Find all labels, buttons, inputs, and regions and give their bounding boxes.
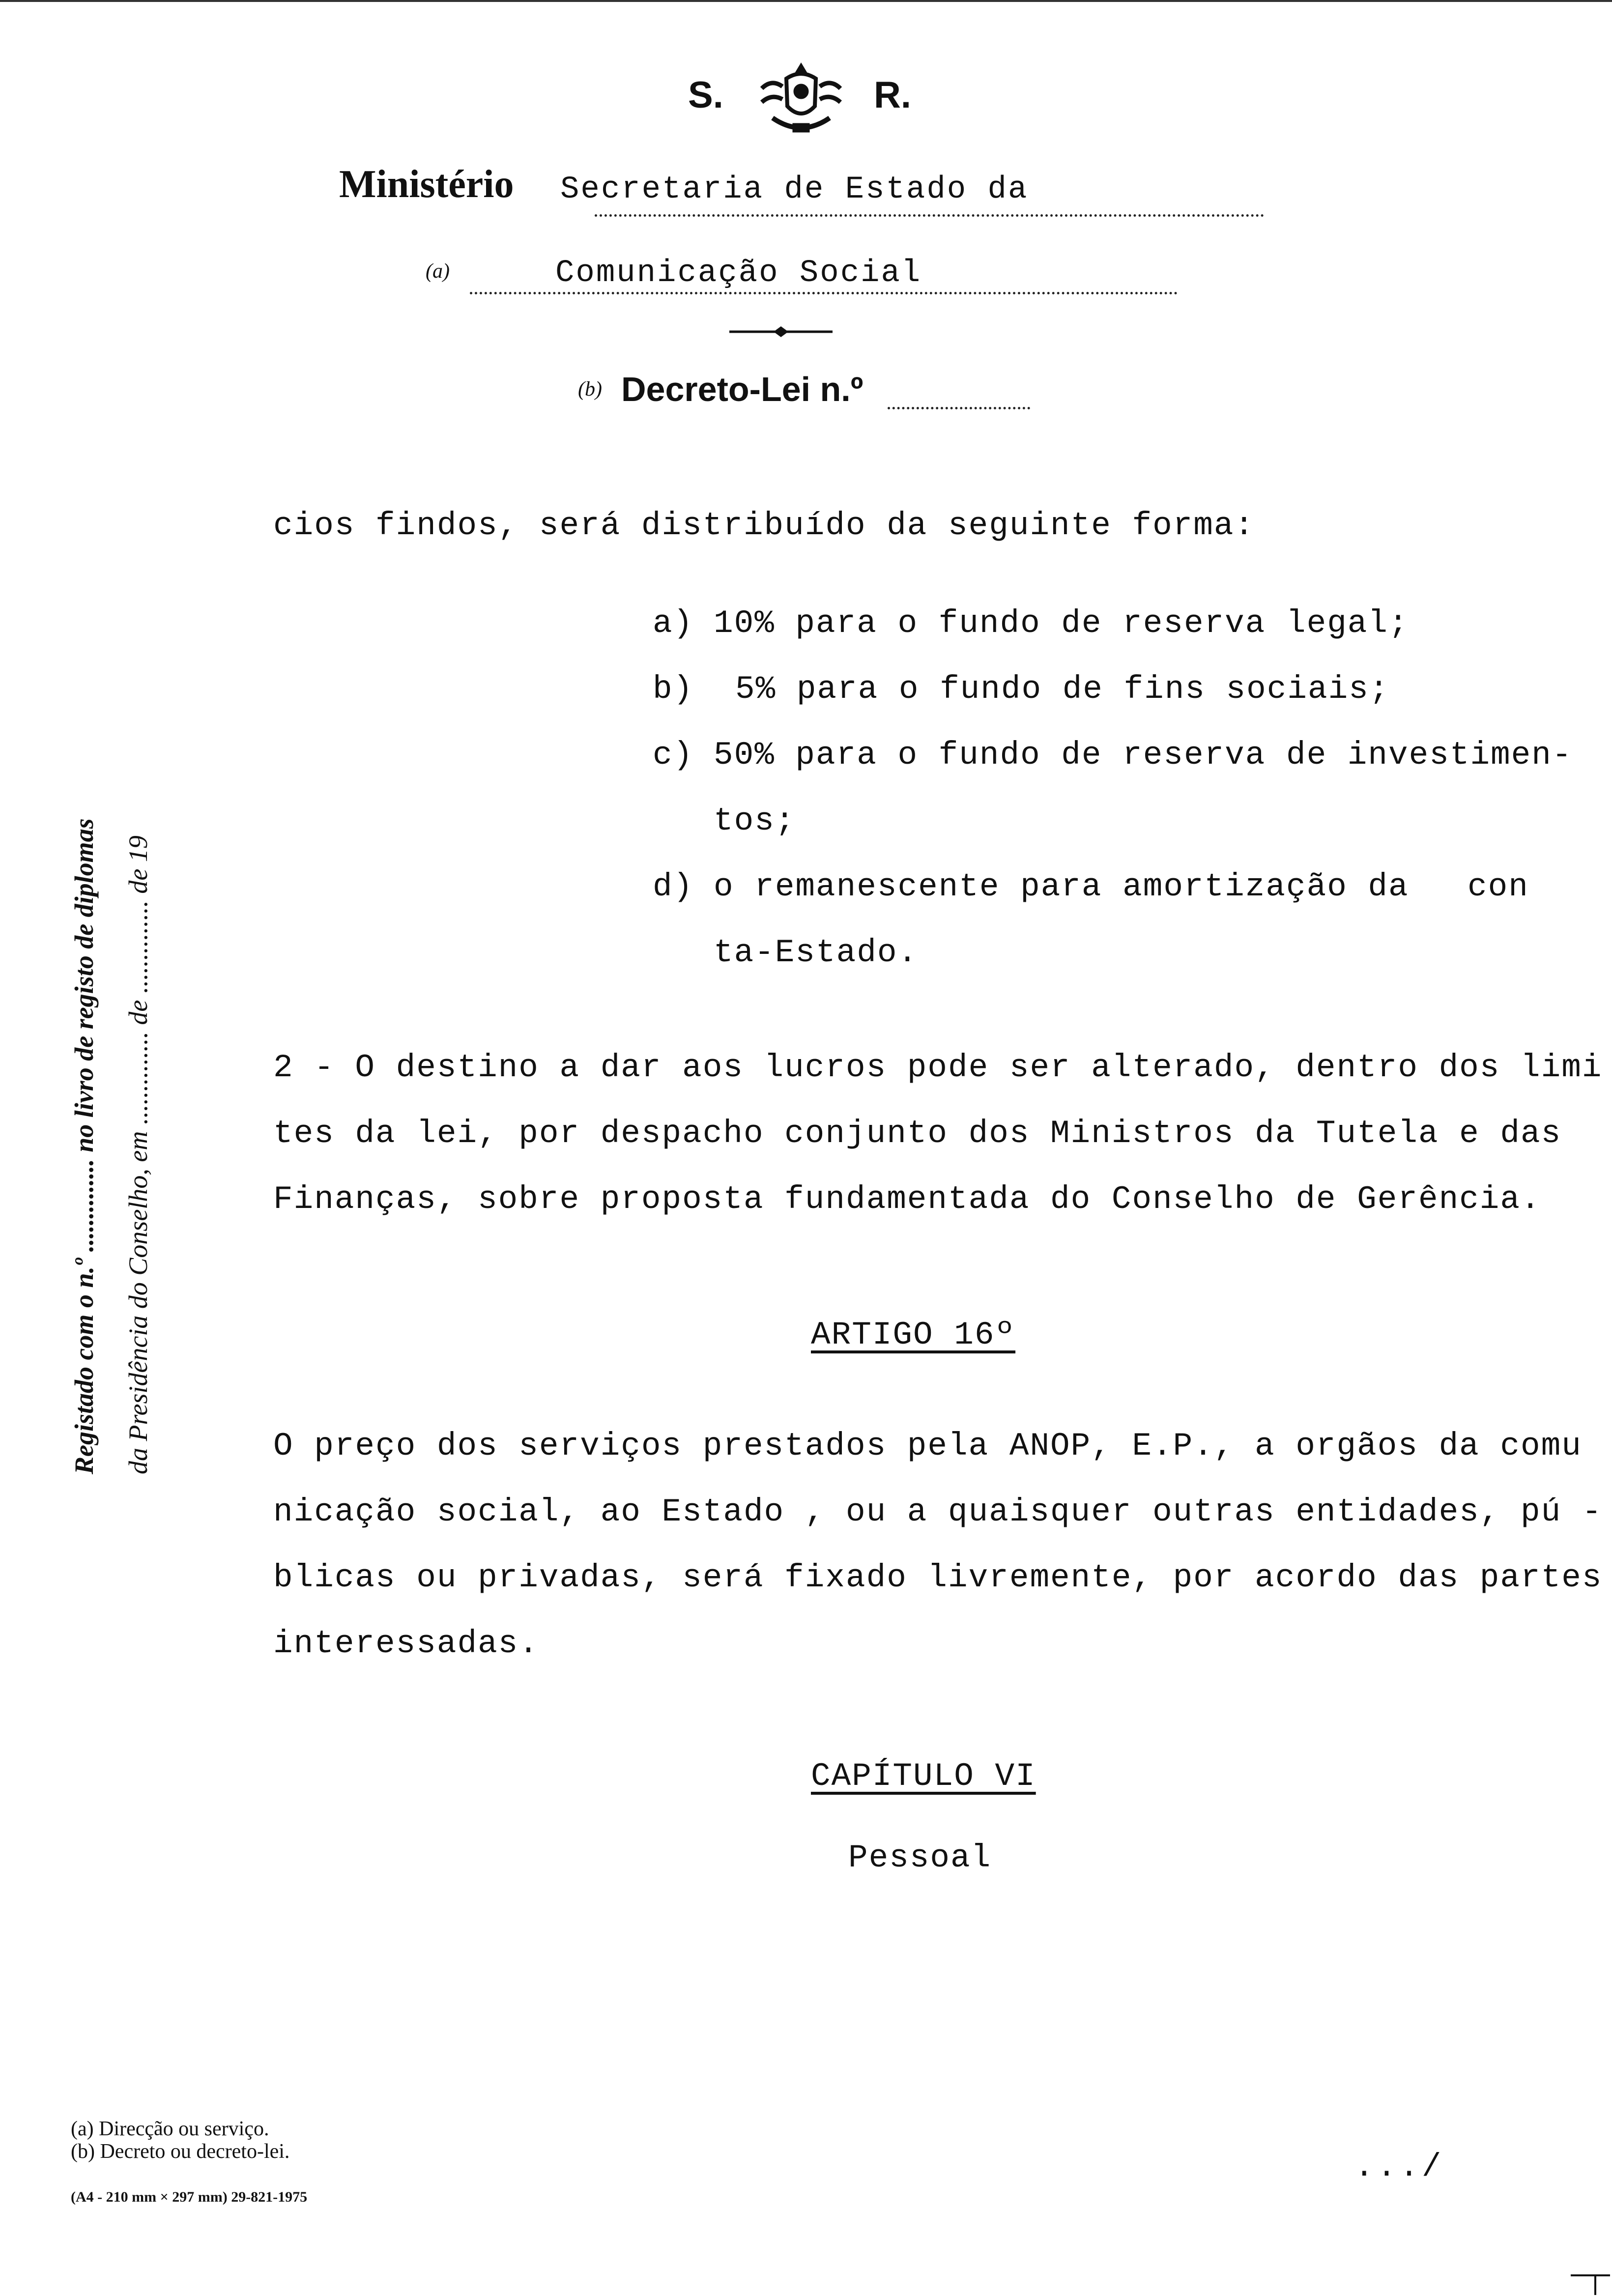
list-item-text: 5% para o fundo de fins sociais; bbox=[735, 671, 1390, 708]
registration-margin-block bbox=[69, 580, 167, 1474]
footnote-marker-b: (b) bbox=[578, 378, 602, 401]
paragraph-line: O preço dos serviços prestados pela ANOP, E.P., a orgãos da comu bbox=[273, 1428, 1582, 1464]
sr-left-label: S. bbox=[688, 74, 723, 116]
footnote-marker-a: (a) bbox=[426, 260, 450, 283]
registration-date-line: da Presidência do Conselho, em .............. de .............. de 19 bbox=[123, 835, 153, 1474]
paragraph-line: blicas ou privadas, será fixado livremente, por acordo das partes bbox=[273, 1559, 1603, 1596]
chapter-heading: CAPÍTULO VI bbox=[811, 1758, 1036, 1795]
top-border-rule bbox=[0, 0, 1612, 2]
subdivision-value: Comunicação Social bbox=[555, 256, 922, 291]
form-code: (A4 - 210 mm × 297 mm) 29-821-1975 bbox=[71, 2189, 308, 2205]
footnote-a: (a) Direcção ou serviço. bbox=[71, 2118, 269, 2140]
chapter-subtitle: Pessoal bbox=[848, 1839, 992, 1876]
list-item-letter: d) bbox=[653, 868, 694, 905]
list-item-letter: c) bbox=[653, 737, 694, 774]
ministry-label: Ministério bbox=[339, 163, 514, 206]
paragraph-line: interessadas. bbox=[273, 1625, 539, 1662]
coat-of-arms-icon bbox=[752, 59, 850, 143]
registration-line: Registado com o n.º .............. no livro de registo de diplomas bbox=[69, 818, 99, 1474]
paragraph-line: nicação social, ao Estado , ou a quaisquer outras entidades, pú - bbox=[273, 1493, 1603, 1530]
body-line: cios findos, será distribuído da seguinte forma: bbox=[273, 507, 1255, 544]
decree-label: Decreto-Lei n.º bbox=[621, 370, 864, 408]
list-item-text-hyphenated-end: con bbox=[1468, 868, 1529, 905]
list-item-text: o remanescente para amortização da bbox=[714, 868, 1409, 905]
article-heading: ARTIGO 16º bbox=[811, 1317, 1016, 1353]
ministry-value: Secretaria de Estado da bbox=[560, 172, 1029, 207]
corner-crop-mark-icon bbox=[1571, 2270, 1610, 2295]
list-item-text-continuation: ta-Estado. bbox=[714, 934, 919, 971]
sr-right-label: R. bbox=[874, 74, 911, 116]
paragraph-line: Finanças, sobre proposta fundamentada do Conselho de Gerência. bbox=[273, 1181, 1541, 1218]
list-item-text: 10% para o fundo de reserva legal; bbox=[714, 605, 1409, 642]
list-item-text: 50% para o fundo de reserva de investimen- bbox=[714, 737, 1573, 774]
paragraph-line: 2 - O destino a dar aos lucros pode ser alterado, dentro dos limi bbox=[273, 1049, 1603, 1086]
ornament-divider-icon bbox=[729, 324, 833, 339]
decree-number-dotted-line bbox=[888, 373, 1030, 409]
list-item-text-continuation: tos; bbox=[714, 803, 796, 839]
continued-marker: .../ bbox=[1354, 2149, 1444, 2185]
footnote-b: (b) Decreto ou decreto-lei. bbox=[71, 2140, 290, 2163]
list-item-letter: a) bbox=[653, 605, 694, 642]
list-item-letter: b) bbox=[653, 671, 694, 708]
paragraph-line: tes da lei, por despacho conjunto dos Ministros da Tutela e das bbox=[273, 1115, 1562, 1152]
